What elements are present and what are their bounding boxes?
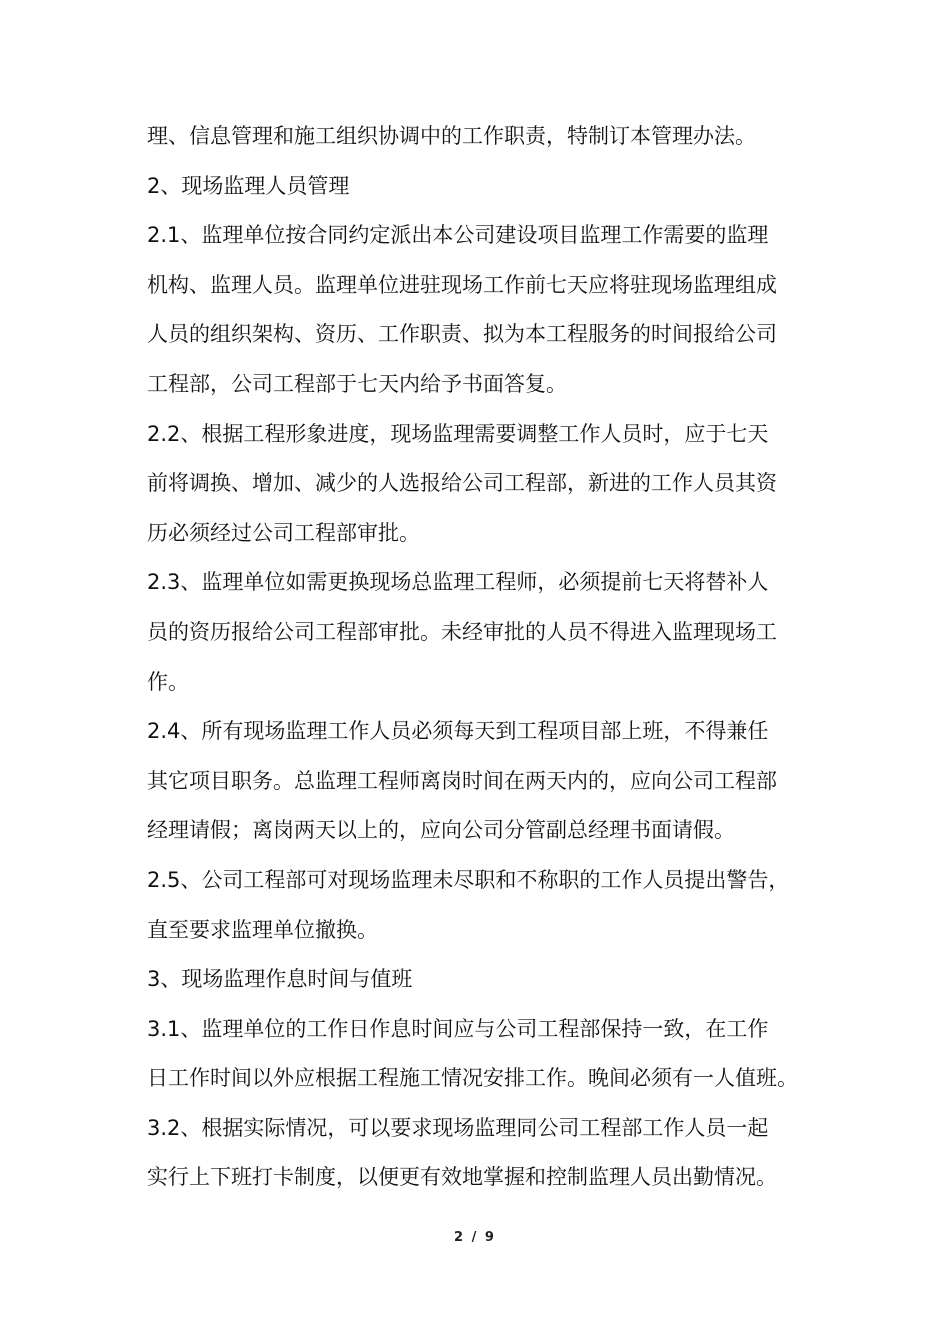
text-line: 理、信息管理和施工组织协调中的工作职责，特制订本管理办法。 [147, 124, 756, 148]
text-line: 实行上下班打卡制度，以便更有效地掌握和控制监理人员出勤情况。 [147, 1165, 777, 1190]
text-line: 历必须经过公司工程部审批。 [147, 520, 420, 545]
text-line: 2.4、所有现场监理工作人员必须每天到工程项目部上班，不得兼任 [147, 719, 769, 744]
text-line: 人员的组织架构、资历、工作职责、拟为本工程服务的时间报给公司 [147, 322, 777, 347]
text-line: 2.1、监理单位按合同约定派出本公司建设项目监理工作需要的监理 [147, 223, 769, 248]
text-line: 机构、监理人员。监理单位进驻现场工作前七天应将驻现场监理组成 [147, 272, 777, 297]
text-line: 直至要求监理单位撤换。 [147, 917, 378, 942]
text-line: 员的资历报给公司工程部审批。未经审批的人员不得进入监理现场工 [147, 619, 777, 644]
text-line: 3.2、根据实际情况，可以要求现场监理同公司工程部工作人员一起 [147, 1115, 769, 1140]
text-line: 3.1、监理单位的工作日作息时间应与公司工程部保持一致，在工作 [147, 1016, 769, 1041]
text-line: 2.5、公司工程部可对现场监理未尽职和不称职的工作人员提出警告， [147, 867, 790, 892]
section-heading: 3、现场监理作息时间与值班 [147, 967, 413, 992]
text-line: 经理请假；离岗两天以上的，应向公司分管副总经理书面请假。 [147, 818, 735, 843]
text-line: 其它项目职务。总监理工程师离岗时间在两天内的，应向公司工程部 [147, 768, 777, 793]
document-body [147, 112, 807, 1203]
text-line: 作。 [147, 669, 189, 694]
text-line: 前将调换、增加、减少的人选报给公司工程部，新进的工作人员其资 [147, 471, 777, 496]
page-number: 2 / 9 [454, 1230, 496, 1245]
text-line: 工程部，公司工程部于七天内给予书面答复。 [147, 371, 567, 396]
section-heading: 2、现场监理人员管理 [147, 173, 350, 198]
text-line: 日工作时间以外应根据工程施工情况安排工作。晚间必须有一人值班。 [147, 1066, 798, 1091]
text-line: 2.3、监理单位如需更换现场总监理工程师，必须提前七天将替补人 [147, 570, 769, 595]
text-line: 2.2、根据工程形象进度，现场监理需要调整工作人员时，应于七天 [147, 421, 769, 446]
